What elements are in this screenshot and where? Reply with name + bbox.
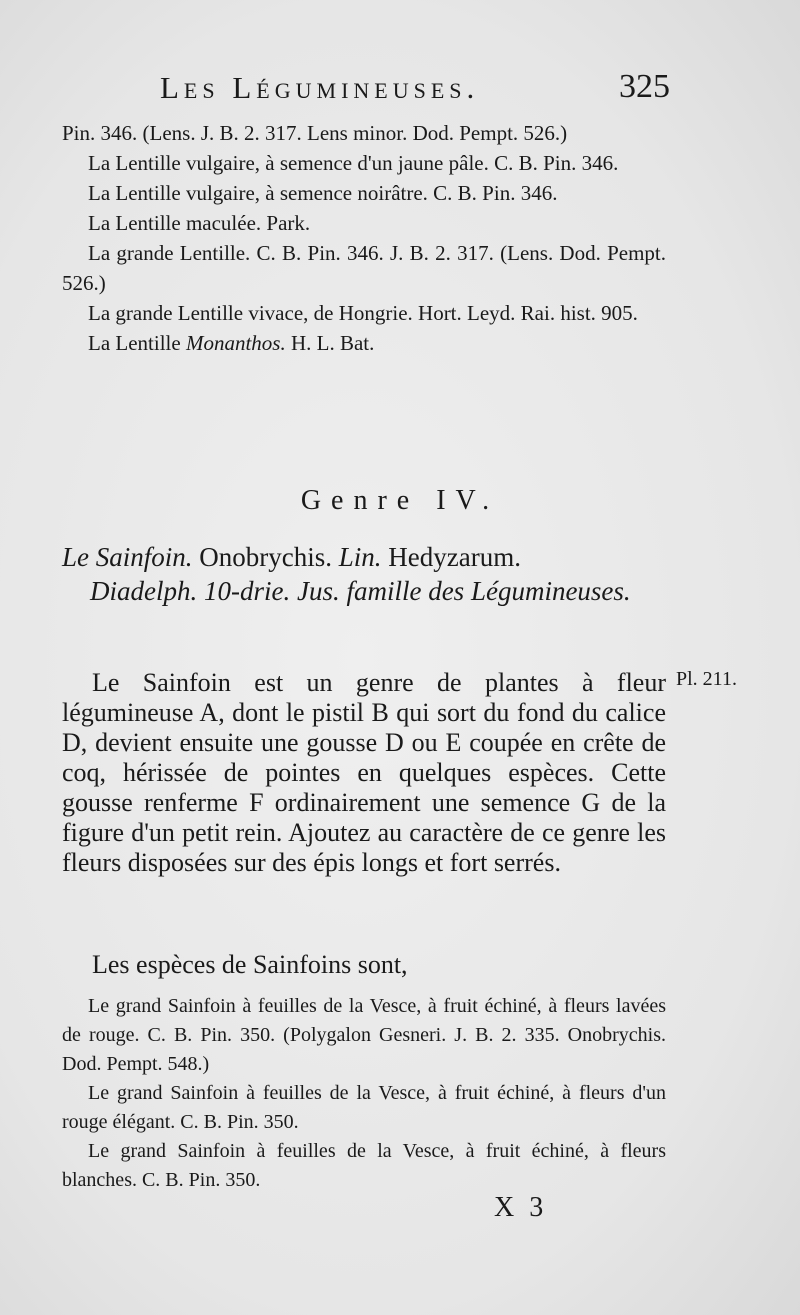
list-item xyxy=(62,328,666,358)
list-item: La Lentille maculée. Park. xyxy=(88,211,311,235)
signature-mark: X 3 xyxy=(494,1192,548,1223)
page-number: 325 xyxy=(619,68,670,105)
list-item: La grande Lentille vivace, de Hongrie. Hort. Leyd. Rai. hist. 905. xyxy=(88,301,638,325)
genus-intro xyxy=(62,540,666,608)
list-item-citation: H. L. Bat. xyxy=(285,331,375,355)
genus-synonym: Onobrychis. xyxy=(192,542,339,572)
list-item-text: La Lentille xyxy=(88,331,181,355)
species-heading: Les espèces de Sainfoins sont, xyxy=(92,950,408,979)
list-item: Le grand Sainfoin à feuilles de la Vesce, à fruit échiné, à fleurs lavées de rouge. C. B. Pin. 350. (Polygalon Gesneri. J. B. 2. 335. Onobrychis. Dod. Pempt. 548.) xyxy=(62,995,666,1075)
list-item: La grande Lentille. C. B. Pin. 346. J. B. 2. 317. (Lens. Dod. Pempt. 526.) xyxy=(62,241,666,295)
page-header xyxy=(160,70,670,110)
linnaeus-ref: Lin. xyxy=(338,542,382,572)
list-item: Le grand Sainfoin à feuilles de la Vesce, à fruit échiné, à fleurs d'un rouge élégant. C. B. Pin. 350. xyxy=(62,1082,666,1133)
list-item: Pin. 346. (Lens. J. B. 2. 317. Lens minor. Dod. Pempt. 526.) xyxy=(62,121,568,145)
lentil-list xyxy=(62,118,666,358)
section-heading: Genre IV. xyxy=(300,485,500,516)
plate-reference: Pl. 211. xyxy=(676,668,737,690)
genus-name: Le Sainfoin. xyxy=(62,542,193,572)
classification: Diadelph. 10-drie. Jus. famille des Légumineuses. xyxy=(90,576,631,606)
list-item: La Lentille vulgaire, à semence noirâtre. C. B. Pin. 346. xyxy=(88,181,558,205)
genus-description xyxy=(62,668,666,878)
species-epithet: Monanthos. xyxy=(185,331,286,355)
genus-synonym-2: Hedyzarum. xyxy=(381,542,521,572)
species-list xyxy=(62,992,666,1195)
description-paragraph: Le Sainfoin est un genre de plantes à fleur légumineuse A, dont le pistil B qui sort du fond du calice D, devient ensuite une gousse D ou E coupée en crête de coq, hérissée de pointes en quelques espèces. Cette gousse renferme F ordinairement une semence G de la figure d'un petit rein. Ajoutez au caractère de ce genre les fleurs disposées sur des épis longs et fort serrés. xyxy=(62,668,666,877)
running-title: Les Légumineuses. xyxy=(160,70,480,105)
list-item: Le grand Sainfoin à feuilles de la Vesce, à fruit échiné, à fleurs blanches. C. B. Pin. 350. xyxy=(62,1140,666,1191)
list-item: La Lentille vulgaire, à semence d'un jaune pâle. C. B. Pin. 346. xyxy=(88,151,619,175)
